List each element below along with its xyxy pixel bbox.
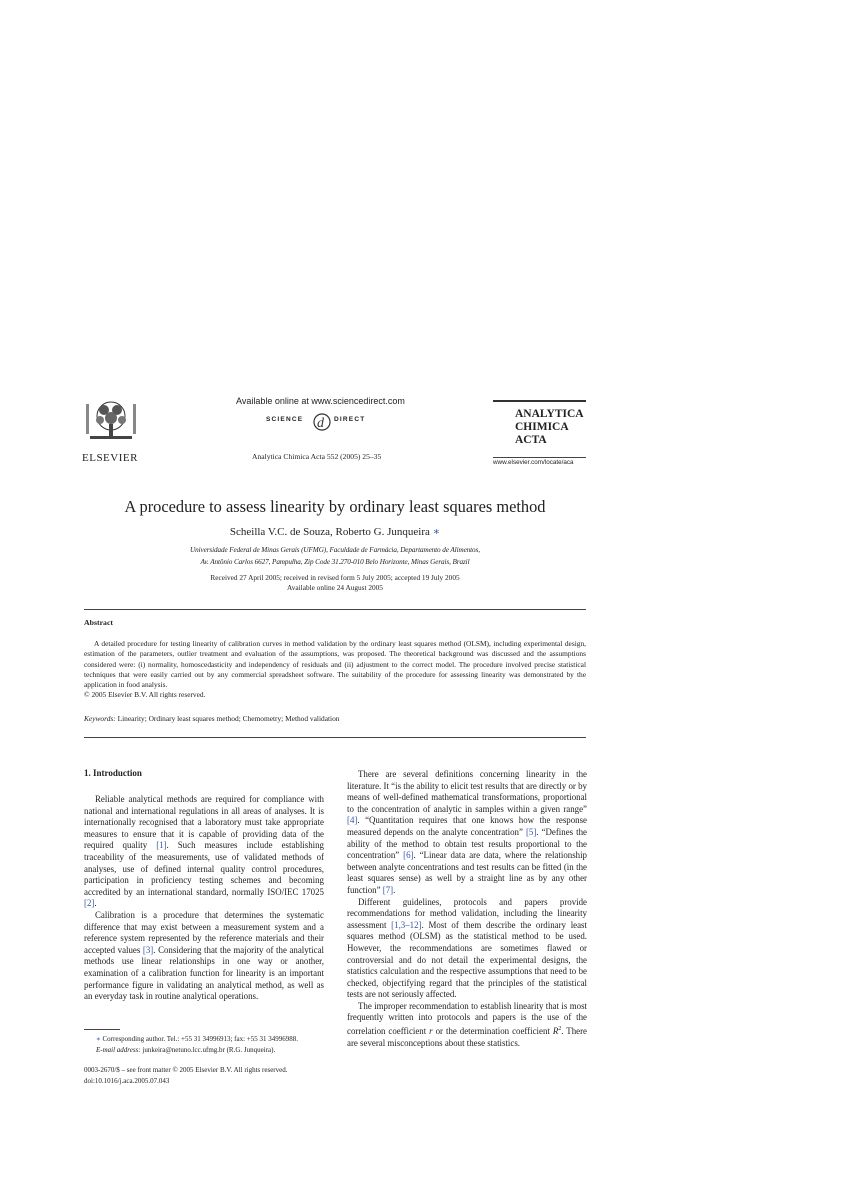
keywords-text: Linearity; Ordinary least squares method; Chemometry; Method validation bbox=[117, 714, 340, 723]
sciencedirect-right-text: DIRECT bbox=[334, 416, 366, 423]
citation-5[interactable]: [5] bbox=[525, 826, 537, 837]
journal-logo-line1: ANALYTICA bbox=[515, 408, 584, 420]
citation-4[interactable]: [4] bbox=[347, 815, 358, 826]
sciencedirect-logo bbox=[266, 410, 376, 434]
citation-7[interactable]: [7] bbox=[382, 884, 394, 895]
intro-paragraph-2: Calibration is a procedure that determines the systematic difference that may exist between a measurement system and a reference system represented by the reference materials and their accepted values [3]. Considering that the majority of the analytical methods use linear relationships in one way or another, examination of a calibration function for linearity is an important performance figure in validating an analytical method, as well as an everyday task in routine analytical operations. bbox=[84, 909, 324, 1002]
abstract-body bbox=[84, 639, 586, 701]
publisher-logo bbox=[82, 398, 140, 464]
available-date: Available online 24 August 2005 bbox=[287, 583, 383, 592]
front-matter-issn: 0003-2670/$ – see front matter © 2005 Elsevier B.V. All rights reserved. bbox=[84, 1066, 288, 1074]
journal-url[interactable]: www.elsevier.com/locate/aca bbox=[493, 459, 574, 466]
sciencedirect-d-icon bbox=[312, 410, 332, 432]
corresponding-author-mark[interactable]: ∗ bbox=[432, 526, 441, 538]
section-heading: 1. Introduction bbox=[84, 768, 142, 778]
footnote bbox=[84, 1034, 324, 1055]
citation-2[interactable]: [2] bbox=[84, 898, 95, 909]
rule-below-abstract bbox=[84, 737, 586, 738]
authors-text: Scheilla V.C. de Souza, Roberto G. Junqueira bbox=[229, 526, 430, 538]
journal-logo-line2: CHIMICA bbox=[515, 421, 569, 433]
footnote-line-1: ∗ Corresponding author. Tel.: +55 31 34996913; fax: +55 31 34996988. bbox=[96, 1035, 298, 1043]
right-column bbox=[347, 769, 587, 1049]
affiliation-line-1: Universidade Federal de Minas Gerais (UFMG), Faculdade de Farmácia, Departamento de Alimentos, bbox=[190, 546, 480, 554]
intro-paragraph-4: Different guidelines, protocols and papers provide recommendations for method validation, including the linearity assessment [1,3–12]. Most of them describe the ordinary least squares method (OLSM) as the statistical method to be used. However, the recommendations are sometimes flawed or controversial and do not detail the experimental designs, the statistics calculation and the respective assumptions that need to be checked, objectifying regard that the principles of the statistical tests are not seriously affected. bbox=[347, 896, 587, 1000]
citation-6[interactable]: [6] bbox=[403, 850, 414, 861]
footnote-mark: ∗ bbox=[96, 1035, 101, 1043]
affiliation-line-2: Av. Antônio Carlos 6627, Pampulha, Zip Code 31.270-010 Belo Horizonte, Minas Gerais, Brazil bbox=[200, 558, 470, 566]
intro-paragraph-5: The improper recommendation to establish linearity that is most frequently written into protocols and papers is the use of the correlation coefficient r or the determination coefficient $R^2$. There are several misconceptions about these statistics. bbox=[347, 1000, 587, 1048]
article-title: A procedure to assess linearity by ordinary least squares method bbox=[124, 497, 546, 516]
footnote-line-2: E-mail address: junkeira@netuno.lcc.ufmg.br (R.G. Junqueira). bbox=[96, 1045, 276, 1054]
available-online-text: Available online at www.sciencedirect.com bbox=[236, 396, 405, 406]
journal-logo bbox=[493, 400, 586, 470]
rule-above-abstract bbox=[84, 609, 586, 610]
journal-logo-rule-bottom bbox=[493, 457, 586, 458]
citation-1[interactable]: [1] bbox=[156, 840, 167, 851]
journal-reference: Analytica Chimica Acta 552 (2005) 25–35 bbox=[252, 452, 382, 461]
keywords-label: Keywords: bbox=[84, 714, 116, 723]
citation-3[interactable]: [3] bbox=[142, 944, 154, 955]
authors bbox=[84, 525, 586, 538]
received-dates: Received 27 April 2005; received in revised form 5 July 2005; accepted 19 July 2005 bbox=[210, 573, 460, 582]
corresponding-email-link[interactable]: junkeira@netuno.lcc.ufmg.br (R.G. Junqueira). bbox=[142, 1045, 276, 1054]
svg-text:d: d bbox=[317, 416, 324, 431]
abstract-heading: Abstract bbox=[84, 618, 114, 627]
intro-paragraph-1: Reliable analytical methods are required for compliance with national and international regulations in all areas of analyses. It is internationally recognised that a laboratory must take appropriate measures to ensure that it is capable of providing data of the required quality [1]. Such measures include establishing traceability of the measurements, use of validated methods of analyses, use of defined internal quality control procedures, participation in proficiency testing schemes and becoming accredited by an international standard, normally ISO/IEC 17025 [2]. bbox=[84, 794, 324, 909]
citation-8[interactable]: [1,3–12] bbox=[391, 919, 422, 930]
sciencedirect-left-text: SCIENCE bbox=[266, 416, 304, 423]
elsevier-tree-icon bbox=[82, 398, 140, 446]
keywords bbox=[84, 714, 586, 723]
left-column bbox=[84, 794, 324, 1003]
journal-logo-line3: ACTA bbox=[515, 434, 547, 446]
footnote-rule bbox=[84, 1029, 120, 1030]
intro-paragraph-3: There are several definitions concerning linearity in the literature. It “is the ability to elicit test results that are directly or by means of well-defined mathematical transformations, proportional to the concentration of analytic in samples within a given range” [4]. “Quantitation requires that one knows how the response measured depends on the analyte concentration” [5]. “Defines the ability of the method to obtain test results proportional to the concentration” [6]. “Linear data are data, where the relationship between analyte concentrations and test results can be fitted (in the least squares sense) as well by a straight line as by any other function” [7]. bbox=[347, 769, 587, 895]
publisher-logo-text: ELSEVIER bbox=[82, 452, 138, 464]
abstract-text: A detailed procedure for testing linearity of calibration curves in method validation by the ordinary least squares method (OLSM), including experimental design, estimation of the parameters, outlier treatment and evaluation of the assumptions, was proposed. The theoretical background was discussed and the assumptions considered were: (i) normality, homoscedasticity and independency of residuals and (ii) adjustment to the correct model. The procedure involved precise statistical techniques that were easily carried out by any commercial spreadsheet software. The suitability of the procedure for assessing linearity was demonstrated by the application in food analysis. bbox=[84, 639, 586, 690]
doi[interactable]: doi:10.1016/j.aca.2005.07.043 bbox=[84, 1077, 170, 1085]
journal-logo-rule-top bbox=[493, 400, 586, 402]
abstract-copyright: © 2005 Elsevier B.V. All rights reserved. bbox=[84, 690, 206, 700]
